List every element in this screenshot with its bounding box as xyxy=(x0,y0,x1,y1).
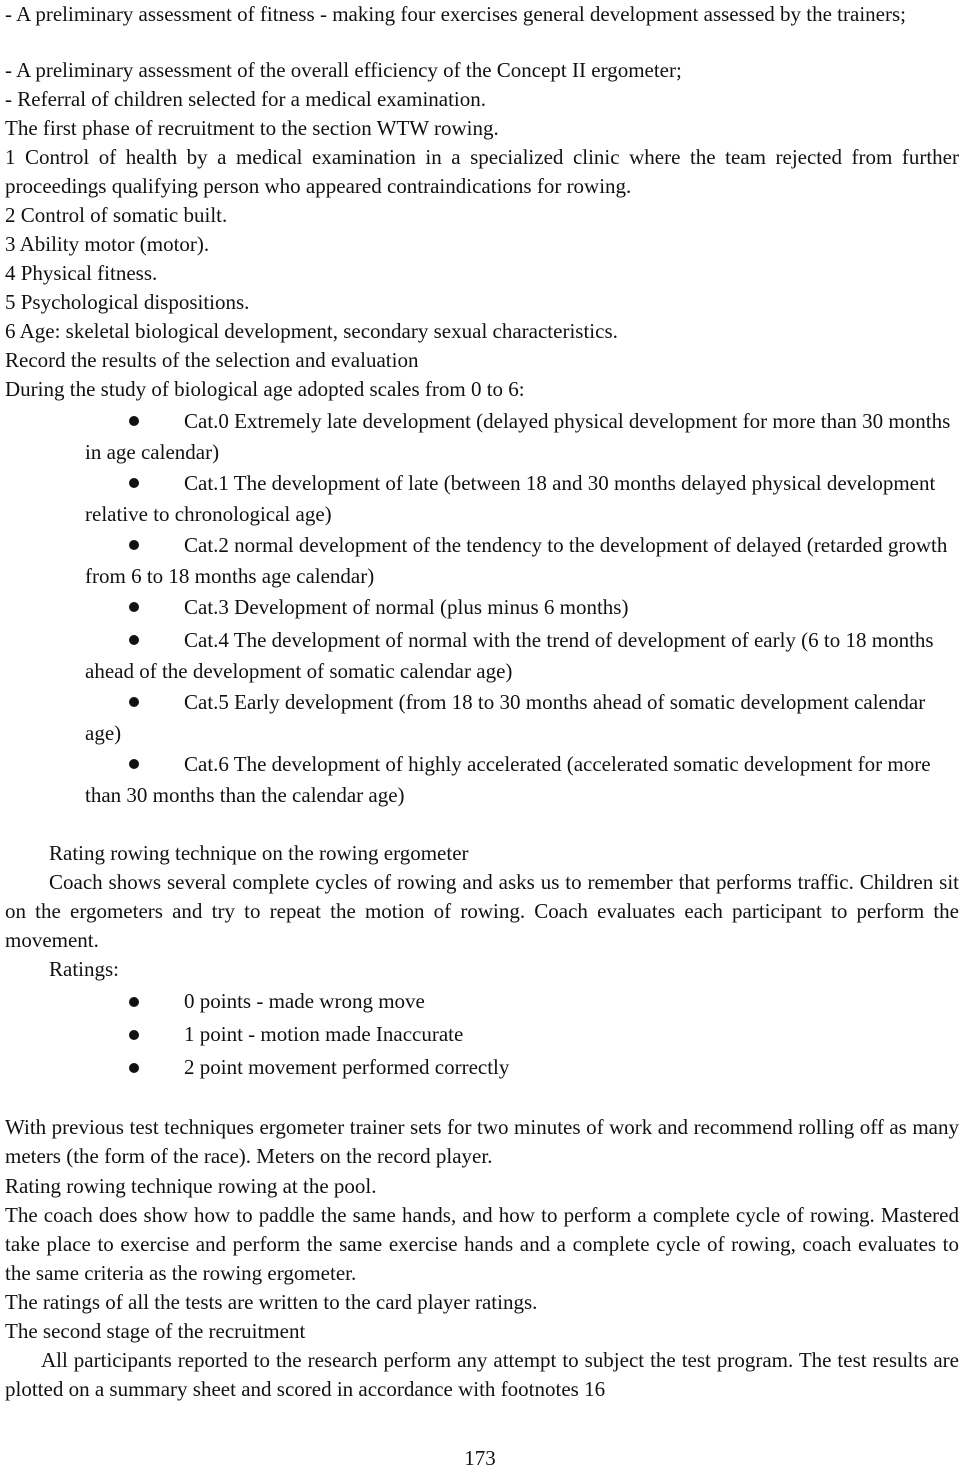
during-line: During the study of biological age adopted scales from 0 to 6: xyxy=(5,377,525,401)
bullet-icon xyxy=(129,997,139,1007)
card-line: The ratings of all the tests are written to the card player ratings. xyxy=(5,1290,538,1314)
rating-heading: Rating rowing technique on the rowing ergometer xyxy=(49,841,469,865)
item6-line: 6 Age: skeletal biological development, secondary sexual characteristics. xyxy=(5,319,618,343)
item1-paragraph: 1 Control of health by a medical examination in a specialized clinic where the team rejected from further proceedings qualifying person who appeared contraindications for rowing. xyxy=(5,145,959,198)
rating-item: 0 points - made wrong move xyxy=(85,986,425,1017)
rating-item: 2 point movement performed correctly xyxy=(85,1052,509,1083)
previous-paragraph: With previous test techniques ergometer trainer sets for two minutes of work and recommend rolling off as many meters (the form of the race). Meters on the record player. xyxy=(5,1115,959,1168)
record-line: Record the results of the selection and evaluation xyxy=(5,348,419,372)
ratings-label: Ratings: xyxy=(49,957,120,981)
item2-line: 2 Control of somatic built. xyxy=(5,203,228,227)
category-item: Cat.6 The development of highly accelerated (accelerated somatic development for more than 30 months than the calendar age) xyxy=(85,752,931,807)
rating-item: 1 point - motion made Inaccurate xyxy=(85,1019,463,1050)
page-number: 173 xyxy=(464,1446,496,1470)
bullet-icon xyxy=(129,478,139,488)
paddle-paragraph: The coach does show how to paddle the same hands, and how to perform a complete cycle of rowing. Mastered take place to exercise and perform the same exercise hands and a complete cycle of rowing, coach evaluates to the same criteria as the rowing ergometer. xyxy=(5,1203,959,1285)
category-item: Cat.1 The development of late (between 18 and 30 months delayed physical development relative to chronological age) xyxy=(85,471,936,526)
intro-line: - A preliminary assessment of fitness - making four exercises general development assessed by the trainers; xyxy=(5,2,906,26)
item3-line: 3 Ability motor (motor). xyxy=(5,232,210,256)
second-stage-line: The second stage of the recruitment xyxy=(5,1319,306,1343)
bullet-icon xyxy=(129,416,139,426)
bullet-icon xyxy=(129,759,139,769)
coach-paragraph: Coach shows several complete cycles of rowing and asks us to remember that performs traffic. Children sit on the ergometers and try to repeat the motion of rowing. Coach evaluates each participant to perform the movement. xyxy=(5,870,959,952)
referral-line: - Referral of children selected for a medical examination. xyxy=(5,87,487,111)
category-item: Cat.5 Early development (from 18 to 30 months ahead of somatic development calendar age) xyxy=(85,690,926,745)
bullet-icon xyxy=(129,540,139,550)
bullet-icon xyxy=(129,1030,139,1040)
bullet-icon xyxy=(129,635,139,645)
item4-line: 4 Physical fitness. xyxy=(5,261,158,285)
category-item: Cat.4 The development of normal with the trend of development of early (6 to 18 months ahead of the development of somatic calendar age) xyxy=(85,628,934,683)
category-item: Cat.3 Development of normal (plus minus 6 months) xyxy=(85,592,955,623)
bullet-icon xyxy=(129,697,139,707)
bullet-icon xyxy=(129,1063,139,1073)
category-item: Cat.0 Extremely late development (delayed physical development for more than 30 months in age calendar) xyxy=(85,409,951,464)
item5-line: 5 Psychological dispositions. xyxy=(5,290,250,314)
concept-line: - A preliminary assessment of the overall efficiency of the Concept II ergometer; xyxy=(5,58,682,82)
category-item: Cat.2 normal development of the tendency to the development of delayed (retarded growth from 6 to 18 months age calendar) xyxy=(85,533,948,588)
bullet-icon xyxy=(129,602,139,612)
all-participants-paragraph: All participants reported to the research perform any attempt to subject the test program. The test results are plotted on a summary sheet and scored in accordance with footnotes 16 xyxy=(5,1348,959,1401)
phase1-heading: The first phase of recruitment to the section WTW rowing. xyxy=(5,116,499,140)
pool-line: Rating rowing technique rowing at the pool. xyxy=(5,1174,377,1198)
